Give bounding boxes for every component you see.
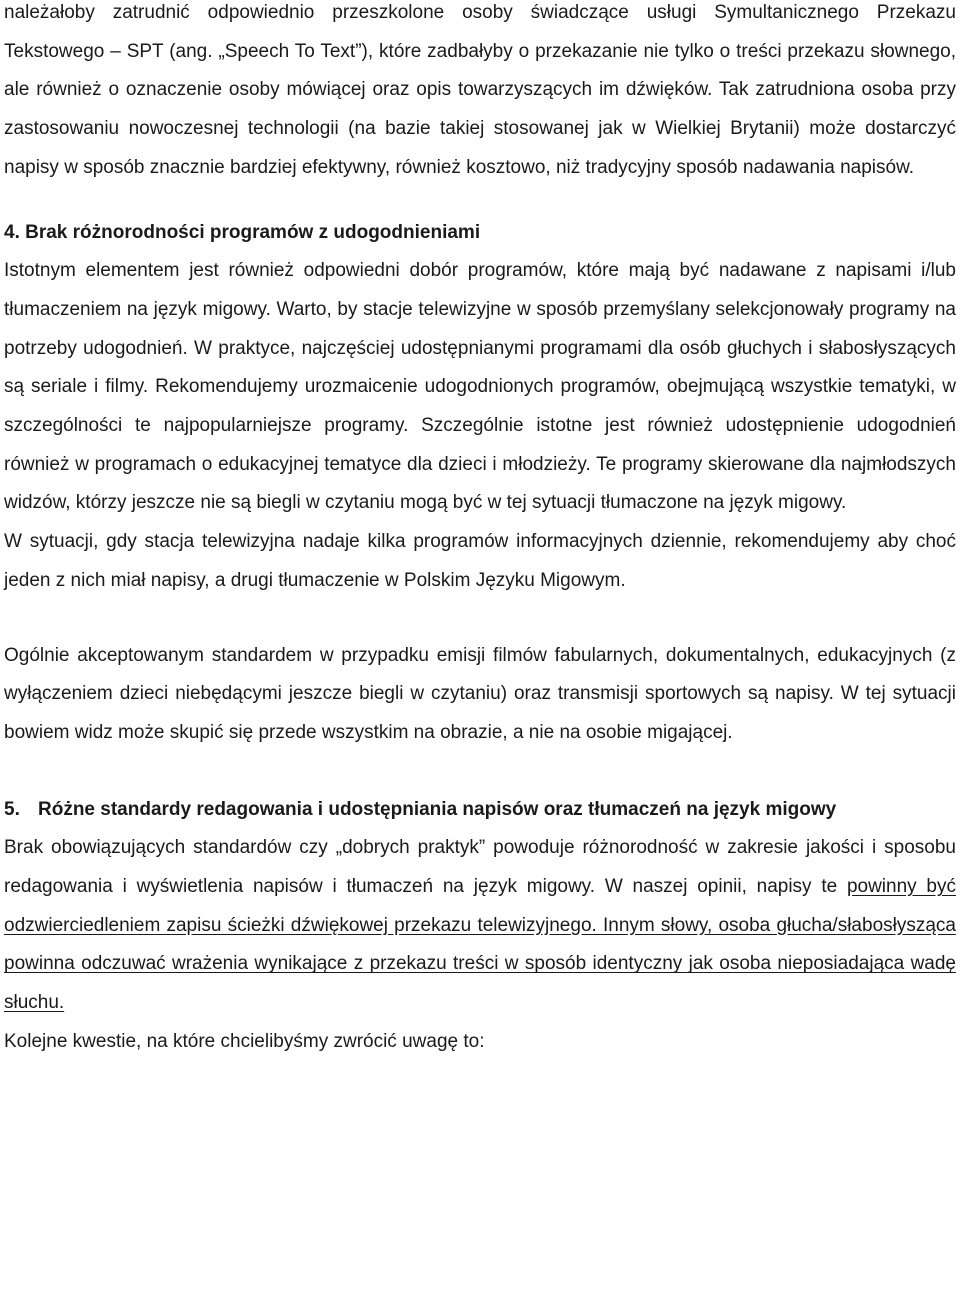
paragraph-standards-text: Brak obowiązujących standardów czy „dobrych praktyk” powoduje różnorodność w zakresie jakości i sposobu redagowania i wyświetlenia napisów i tłumaczeń na język migowy. W naszej opinii, napisy te [4, 837, 956, 898]
section-heading-4: 4. Brak różnorodności programów z udogodnieniami [4, 221, 481, 243]
section-heading-5 [4, 791, 956, 830]
paragraph-standards-underlined: powinny być odzwierciedleniem zapisu ścieżki dźwiękowej przekazu telewizyjnego. Innym słowy, osoba głucha/słabosłysząca powinna odczuwać wrażenia wynikające z przekazu treści w sposób identyczny jak osoba nieposiadająca wadę słuchu. [4, 876, 956, 1014]
section-heading-5-number: 5. [4, 798, 20, 820]
paragraph-standards [4, 829, 956, 1023]
paragraph-spt: należałoby zatrudnić odpowiednio przeszkolone osoby świadczące usługi Symultanicznego Przekazu Tekstowego – SPT (ang. „Speech To Text”), które zadbałyby o przekazanie nie tylko o treści przekazu słownego, ale również o oznaczenie osoby mówiącej oraz opis towarzyszących im dźwięków. Tak zatrudniona osoba przy zastosowaniu nowoczesnej technologii (na bazie takiej stosowanej jak w Wielkiej Brytanii) może dostarczyć napisy w sposób znacznie bardziej efektywny, również kosztowo, niż tradycyjny sposób nadawania napisów. [4, 2, 956, 178]
paragraph-program-selection: Istotnym elementem jest również odpowiedni dobór programów, które mają być nadawane z napisami i/lub tłumaczeniem na język migowy. Warto, by stacje telewizyjne w sposób przemyślany selekcjonowały programy na potrzeby udogodnień. W praktyce, najczęściej udostępnianymi programami dla osób głuchych i słabosłyszących są seriale i filmy. Rekomendujemy urozmaicenie udogodnionych programów, obejmującą wszystkie tematyki, w szczególności te najpopularniejsze programy. Szczególnie istotne jest również udostępnienie udogodnień również w programach o edukacyjnej tematyce dla dzieci i młodzieży. Te programy skierowane dla najmłodszych widzów, którzy jeszcze nie są biegli w czytaniu mogą być w tej sytuacji tłumaczone na język migowy. [4, 260, 956, 514]
paragraph-further-issues: Kolejne kwestie, na które chcielibyśmy zwrócić uwagę to: [4, 1030, 485, 1052]
section-heading-5-text: Różne standardy redagowania i udostępniania napisów oraz tłumaczeń na język migowy [38, 798, 837, 820]
paragraph-news-programs: W sytuacji, gdy stacja telewizyjna nadaje kilka programów informacyjnych dziennie, rekomendujemy aby choć jeden z nich miał napisy, a drugi tłumaczenie w Polskim Języku Migowym. [4, 531, 956, 591]
document-page [4, 0, 956, 1062]
paragraph-accepted-standard: Ogólnie akceptowanym standardem w przypadku emisji filmów fabularnych, dokumentalnych, edukacyjnych (z wyłączeniem dzieci niebędącymi jeszcze biegli w czytaniu) oraz transmisji sportowych są napisy. W tej sytuacji bowiem widz może skupić się przede wszystkim na obrazie, a nie na osobie migającej. [4, 644, 956, 743]
